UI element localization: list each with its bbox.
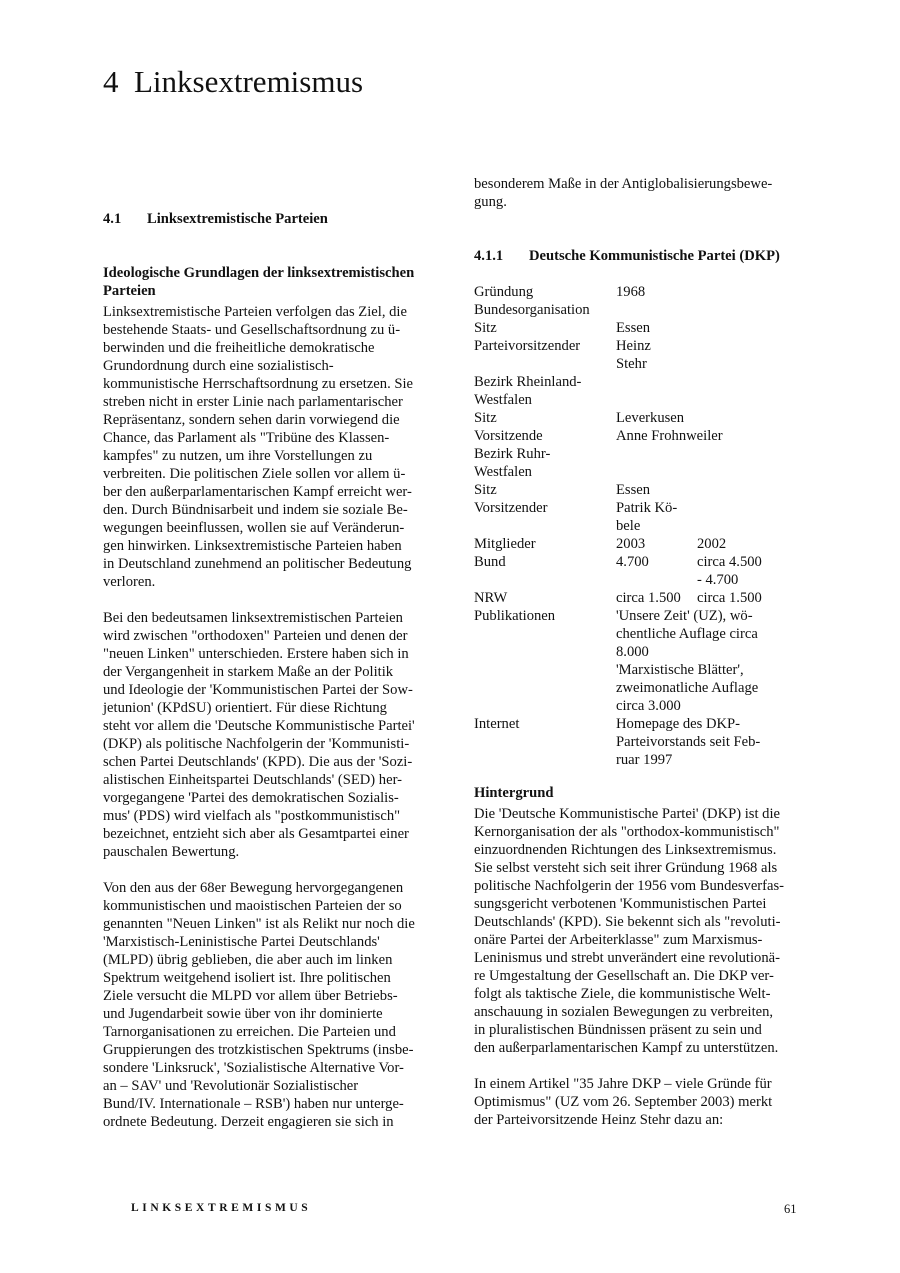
ideology-subheading: Ideologische Grundlagen der linksextremistischen Parteien: [103, 265, 415, 299]
text-line: ber den außerparlamentarischen Kampf erreicht wer-: [103, 484, 412, 500]
text-line: Leninismus und strebt unverändert eine revolutionä-: [474, 950, 780, 966]
facts-row: [474, 373, 804, 409]
paragraph: [474, 1075, 804, 1129]
text-line: Ziele versucht die MLPD vor allem über Betriebs-: [103, 988, 398, 1004]
facts-value-secondary: [697, 373, 797, 409]
facts-value-secondary: [697, 337, 797, 373]
paragraph-continuation: [474, 175, 804, 211]
facts-value: [616, 373, 697, 409]
text-line: jetunion' (KPdSU) orientiert. Für diese Richtung: [103, 700, 387, 716]
subsection-heading: [474, 247, 804, 265]
facts-row: [474, 445, 804, 481]
facts-value: 4.700: [616, 554, 649, 570]
section-heading: [103, 210, 433, 228]
subsection-number: 4.1.1: [474, 248, 504, 264]
facts-value: 1968: [616, 284, 646, 300]
text-line: einzuordnenden Richtungen des Linksextremismus.: [474, 842, 777, 858]
text-line: Repräsentanz, sondern sehen darin vorwiegend die: [103, 412, 400, 428]
facts-value: Anne Frohnweiler: [616, 428, 723, 444]
facts-label: Bundesorganisation: [474, 302, 590, 318]
facts-label: Vorsitzende: [474, 428, 543, 444]
facts-value-secondary: circa 4.500 - 4.700: [697, 554, 762, 588]
text-line: Chance, das Parlament als "Tribüne des Klassen-: [103, 430, 390, 446]
text-line: verbreiten. Die politischen Ziele sollen vor allem ü-: [103, 466, 406, 482]
paragraph: [103, 879, 433, 1131]
text-line: verloren.: [103, 574, 156, 590]
facts-label: Bund: [474, 554, 506, 570]
text-line: Linksextremistische Parteien verfolgen das Ziel, die: [103, 304, 407, 320]
facts-value: 'Unsere Zeit' (UZ), wö- chentliche Auflage circa 8.000 'Marxistische Blätter', zweimonatliche Auflage circa 3.000: [616, 608, 759, 714]
facts-row: [474, 499, 804, 535]
text-line: Sie selbst versteht sich seit ihrer Gründung 1968 als: [474, 860, 778, 876]
text-line: Tarnorganisationen zu erreichen. Die Parteien und: [103, 1024, 396, 1040]
facts-value: circa 1.500: [616, 590, 681, 606]
facts-value-secondary: circa 1.500: [697, 590, 762, 606]
text-line: wegungen beeinflussen, wollen sie auf Veränderun-: [103, 520, 405, 536]
text-line: vorgegangene 'Partei des demokratischen Sozialis-: [103, 790, 399, 806]
text-line: bezeichnet, entzieht sich aber als Gesamtpartei einer: [103, 826, 409, 842]
facts-row: [474, 409, 804, 427]
facts-value: [616, 445, 697, 481]
text-line: alistischen Einheitspartei Deutschlands' (SED) her-: [103, 772, 402, 788]
text-line: der Parteivorsitzende Heinz Stehr dazu an:: [474, 1112, 724, 1128]
text-line: sungsgericht verbotenen 'Kommunistischen Partei: [474, 896, 767, 912]
right-column: [474, 175, 804, 1129]
facts-label: Parteivorsitzender: [474, 338, 581, 354]
text-line: bestehende Staats- und Gesellschaftsordnung zu ü-: [103, 322, 401, 338]
facts-label: Sitz: [474, 320, 497, 336]
section-number: 4.1: [103, 211, 122, 227]
facts-row: [474, 337, 804, 373]
text-line: und Ideologie der 'Kommunistischen Partei der Sow-: [103, 682, 413, 698]
text-line: (DKP) als politische Nachfolgerin der 'Kommunisti-: [103, 736, 410, 752]
text-line: politische Nachfolgerin der 1956 vom Bundesverfas-: [474, 878, 785, 894]
text-line: Optimismus" (UZ vom 26. September 2003) merkt: [474, 1094, 773, 1110]
facts-value: Homepage des DKP- Parteivorstands seit Feb- ruar 1997: [616, 716, 761, 768]
text-line: Bei den bedeutsamen linksextremistischen Parteien: [103, 610, 403, 626]
text-line: genannten "Neuen Linken" ist als Relikt nur noch die: [103, 916, 415, 932]
facts-label: Publikationen: [474, 608, 556, 624]
facts-row: [474, 319, 804, 337]
text-line: (MLPD) übrig geblieben, die aber auch im linken: [103, 952, 393, 968]
facts-row: [474, 301, 804, 319]
facts-value-secondary: [697, 301, 797, 319]
facts-label: Sitz: [474, 410, 497, 426]
text-line: In einem Artikel "35 Jahre DKP – viele Gründe für: [474, 1076, 772, 1092]
facts-value-secondary: [697, 445, 797, 481]
text-line: re Umgestaltung der Gesellschaft an. Die DKP ver-: [474, 968, 774, 984]
text-line: Die 'Deutsche Kommunistische Partei' (DKP) ist die: [474, 806, 780, 822]
text-line: anschauung in sozialen Bewegungen zu verbreiten,: [474, 1004, 774, 1020]
text-line: an – SAV' und 'Revolutionär Sozialistischer: [103, 1078, 359, 1094]
text-line: folgt als taktische Ziele, die kommunistische Welt-: [474, 986, 771, 1002]
paragraph: [103, 609, 433, 861]
background-subheading: Hintergrund: [474, 785, 554, 801]
facts-row: [474, 535, 804, 553]
text-line: streben nicht in erster Linie nach parlamentarischer: [103, 394, 403, 410]
text-line: in Deutschland zunehmend an politischer Bedeutung: [103, 556, 412, 572]
facts-row: [474, 607, 804, 715]
text-line: Gruppierungen des trotzkistischen Spektrums (insbe-: [103, 1042, 414, 1058]
text-line: berwinden und die freiheitliche demokratische: [103, 340, 375, 356]
party-facts-table: [474, 283, 804, 769]
text-line: den außerparlamentarischen Kampf zu unterstützen.: [474, 1040, 779, 1056]
facts-label: Gründung: [474, 284, 534, 300]
facts-value: 2003: [616, 536, 646, 552]
facts-value-secondary: [697, 499, 797, 535]
facts-row: [474, 553, 804, 589]
paragraph: [103, 303, 433, 591]
subsection-title: Deutsche Kommunistische Partei (DKP): [529, 248, 780, 264]
facts-value: Essen: [616, 320, 651, 336]
text-line: gen hinwirken. Linksextremistische Parteien haben: [103, 538, 402, 554]
facts-value-secondary: 2002: [697, 536, 727, 552]
text-line: den. Durch Bündnisarbeit und indem sie soziale Be-: [103, 502, 408, 518]
text-line: onäre Partei der Arbeiterklasse" zum Marxismus-: [474, 932, 763, 948]
text-line: besonderem Maße in der Antiglobalisierungsbewe-: [474, 176, 773, 192]
text-line: Grundordnung durch eine sozialistisch-: [103, 358, 334, 374]
facts-value: [616, 301, 697, 319]
text-line: kommunistische Herrschaftsordnung zu ersetzen. Sie: [103, 376, 414, 392]
text-line: mus' (PDS) wird vielfach als "postkommunistisch": [103, 808, 401, 824]
chapter-title: 4 Linksextremismus: [103, 64, 364, 99]
facts-row: [474, 589, 804, 607]
facts-label: Internet: [474, 716, 520, 732]
text-line: Kernorganisation der als "orthodox-kommunistisch": [474, 824, 780, 840]
text-line: gung.: [474, 194, 507, 210]
text-line: ordnete Bedeutung. Derzeit engagieren sie sich in: [103, 1114, 394, 1130]
section-title: Linksextremistische Parteien: [147, 211, 328, 227]
facts-value: Heinz Stehr: [616, 338, 651, 372]
facts-label: Sitz: [474, 482, 497, 498]
text-line: kampfes" zu nutzen, um ihre Vorstellungen zu: [103, 448, 373, 464]
text-line: schen Partei Deutschlands' (KPD). Die aus der 'Sozi-: [103, 754, 413, 770]
text-line: Von den aus der 68er Bewegung hervorgegangenen: [103, 880, 404, 896]
text-line: Deutschlands' (KPD). Sie bekennt sich als "revoluti-: [474, 914, 781, 930]
facts-row: [474, 427, 804, 445]
text-line: Spektrum weitgehend isoliert ist. Ihre politischen: [103, 970, 391, 986]
facts-label: NRW: [474, 590, 508, 606]
text-line: sondere 'Linksruck', 'Sozialistische Alternative Vor-: [103, 1060, 404, 1076]
paragraph: [474, 805, 804, 1057]
facts-value-secondary: [697, 481, 797, 499]
facts-label: Mitglieder: [474, 536, 536, 552]
text-line: Bund/IV. Internationale – RSB') haben nur unterge-: [103, 1096, 404, 1112]
text-line: der Vergangenheit in starkem Maße an der Politik: [103, 664, 394, 680]
left-column: [103, 210, 433, 1131]
facts-value: Essen: [616, 482, 651, 498]
facts-label: Bezirk Rheinland- Westfalen: [474, 374, 582, 408]
facts-value-secondary: [697, 283, 797, 301]
page-number: 61: [784, 1202, 797, 1216]
facts-row: [474, 481, 804, 499]
facts-label: Bezirk Ruhr- Westfalen: [474, 446, 551, 480]
facts-row: [474, 715, 804, 769]
text-line: und Jugendarbeit sowie über von ihr dominierte: [103, 1006, 383, 1022]
facts-row: [474, 283, 804, 301]
text-line: in pluralistischen Bündnissen präsent zu sein und: [474, 1022, 762, 1038]
text-line: "neuen Linken" unterschieden. Erstere haben sich in: [103, 646, 409, 662]
text-line: 'Marxistisch-Leninistische Partei Deutschlands': [103, 934, 380, 950]
text-line: pauschalen Bewertung.: [103, 844, 240, 860]
text-line: kommunistischen und maoistischen Parteien der so: [103, 898, 402, 914]
facts-value-secondary: [697, 319, 797, 337]
text-line: steht vor allem die 'Deutsche Kommunistische Partei': [103, 718, 415, 734]
facts-value: Leverkusen: [616, 410, 685, 426]
facts-label: Vorsitzender: [474, 500, 548, 516]
running-title: LINKSEXTREMISMUS: [131, 1202, 312, 1214]
facts-value: Patrik Kö- bele: [616, 500, 678, 534]
text-line: wird zwischen "orthodoxen" Parteien und denen der: [103, 628, 408, 644]
